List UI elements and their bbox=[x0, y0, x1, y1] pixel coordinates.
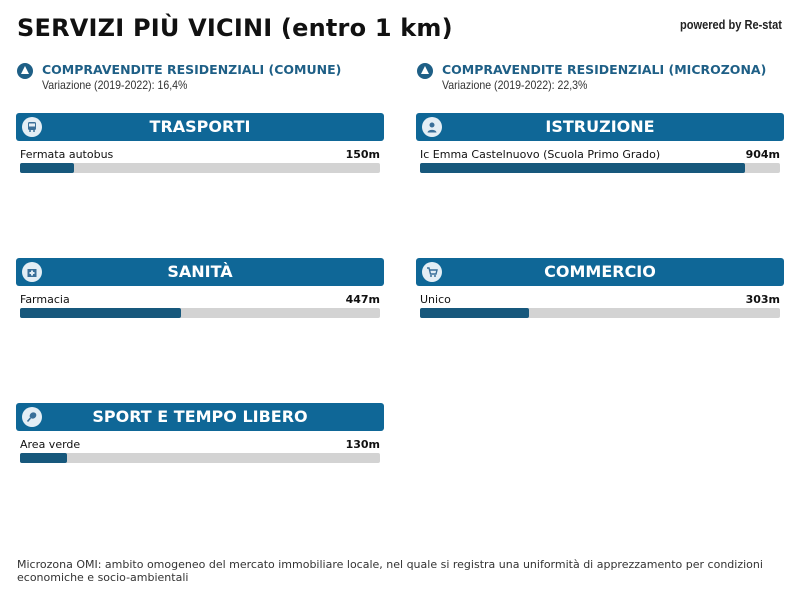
service-distance: 904m bbox=[745, 148, 780, 161]
category-card-istruzione bbox=[416, 113, 784, 178]
service-distance: 130m bbox=[345, 438, 380, 451]
trend-label: COMPRAVENDITE RESIDENZIALI (COMUNE) bbox=[42, 62, 342, 77]
category-title: SPORT E TEMPO LIBERO bbox=[92, 407, 308, 426]
distance-bar-fill bbox=[420, 163, 745, 173]
distance-bar-track bbox=[20, 163, 380, 173]
category-header bbox=[16, 113, 384, 141]
shopping-cart-icon bbox=[422, 262, 442, 282]
distance-bar-track bbox=[20, 453, 380, 463]
arrow-up-icon bbox=[417, 63, 433, 79]
trend-label: COMPRAVENDITE RESIDENZIALI (MICROZONA) bbox=[442, 62, 767, 77]
page-title: SERVIZI PIÙ VICINI (entro 1 km) bbox=[17, 14, 453, 42]
distance-bar-fill bbox=[20, 308, 181, 318]
distance-bar-track bbox=[420, 163, 780, 173]
distance-bar-fill bbox=[420, 308, 529, 318]
tennis-icon bbox=[22, 407, 42, 427]
category-header bbox=[416, 258, 784, 286]
distance-bar-track bbox=[20, 308, 380, 318]
category-card-trasporti bbox=[16, 113, 384, 178]
service-row bbox=[20, 293, 380, 323]
category-header bbox=[16, 403, 384, 431]
service-row bbox=[420, 148, 780, 178]
trend-value: Variazione (2019-2022): 16,4% bbox=[42, 78, 188, 92]
category-title: SANITÀ bbox=[167, 262, 233, 281]
service-name: Farmacia bbox=[20, 293, 70, 306]
service-name: Fermata autobus bbox=[20, 148, 114, 161]
footnote: Microzona OMI: ambito omogeneo del mercato immobiliare locale, nel quale si registra una uniformità di apprezzamento per condizioni economiche e socio-ambientali bbox=[17, 558, 763, 584]
service-row bbox=[20, 148, 380, 178]
service-name: Ic Emma Castelnuovo (Scuola Primo Grado) bbox=[420, 148, 661, 161]
distance-bar-track bbox=[420, 308, 780, 318]
category-header bbox=[16, 258, 384, 286]
hospital-icon bbox=[22, 262, 42, 282]
service-distance: 447m bbox=[345, 293, 380, 306]
distance-bar-fill bbox=[20, 453, 67, 463]
category-header bbox=[416, 113, 784, 141]
bus-icon bbox=[22, 117, 42, 137]
service-distance: 303m bbox=[745, 293, 780, 306]
category-card-commercio bbox=[416, 258, 784, 323]
service-name: Area verde bbox=[20, 438, 81, 451]
category-title: TRASPORTI bbox=[149, 117, 251, 136]
powered-by-label: powered by Re-stat bbox=[680, 17, 782, 32]
category-card-sanita bbox=[16, 258, 384, 323]
service-row bbox=[420, 293, 780, 323]
service-distance: 150m bbox=[345, 148, 380, 161]
student-icon bbox=[422, 117, 442, 137]
trend-value: Variazione (2019-2022): 22,3% bbox=[442, 78, 588, 92]
distance-bar-fill bbox=[20, 163, 74, 173]
arrow-up-icon bbox=[17, 63, 33, 79]
category-title: ISTRUZIONE bbox=[545, 117, 655, 136]
service-row bbox=[20, 438, 380, 468]
service-name: Unico bbox=[420, 293, 451, 306]
category-card-sport bbox=[16, 403, 384, 468]
category-title: COMMERCIO bbox=[544, 262, 656, 281]
